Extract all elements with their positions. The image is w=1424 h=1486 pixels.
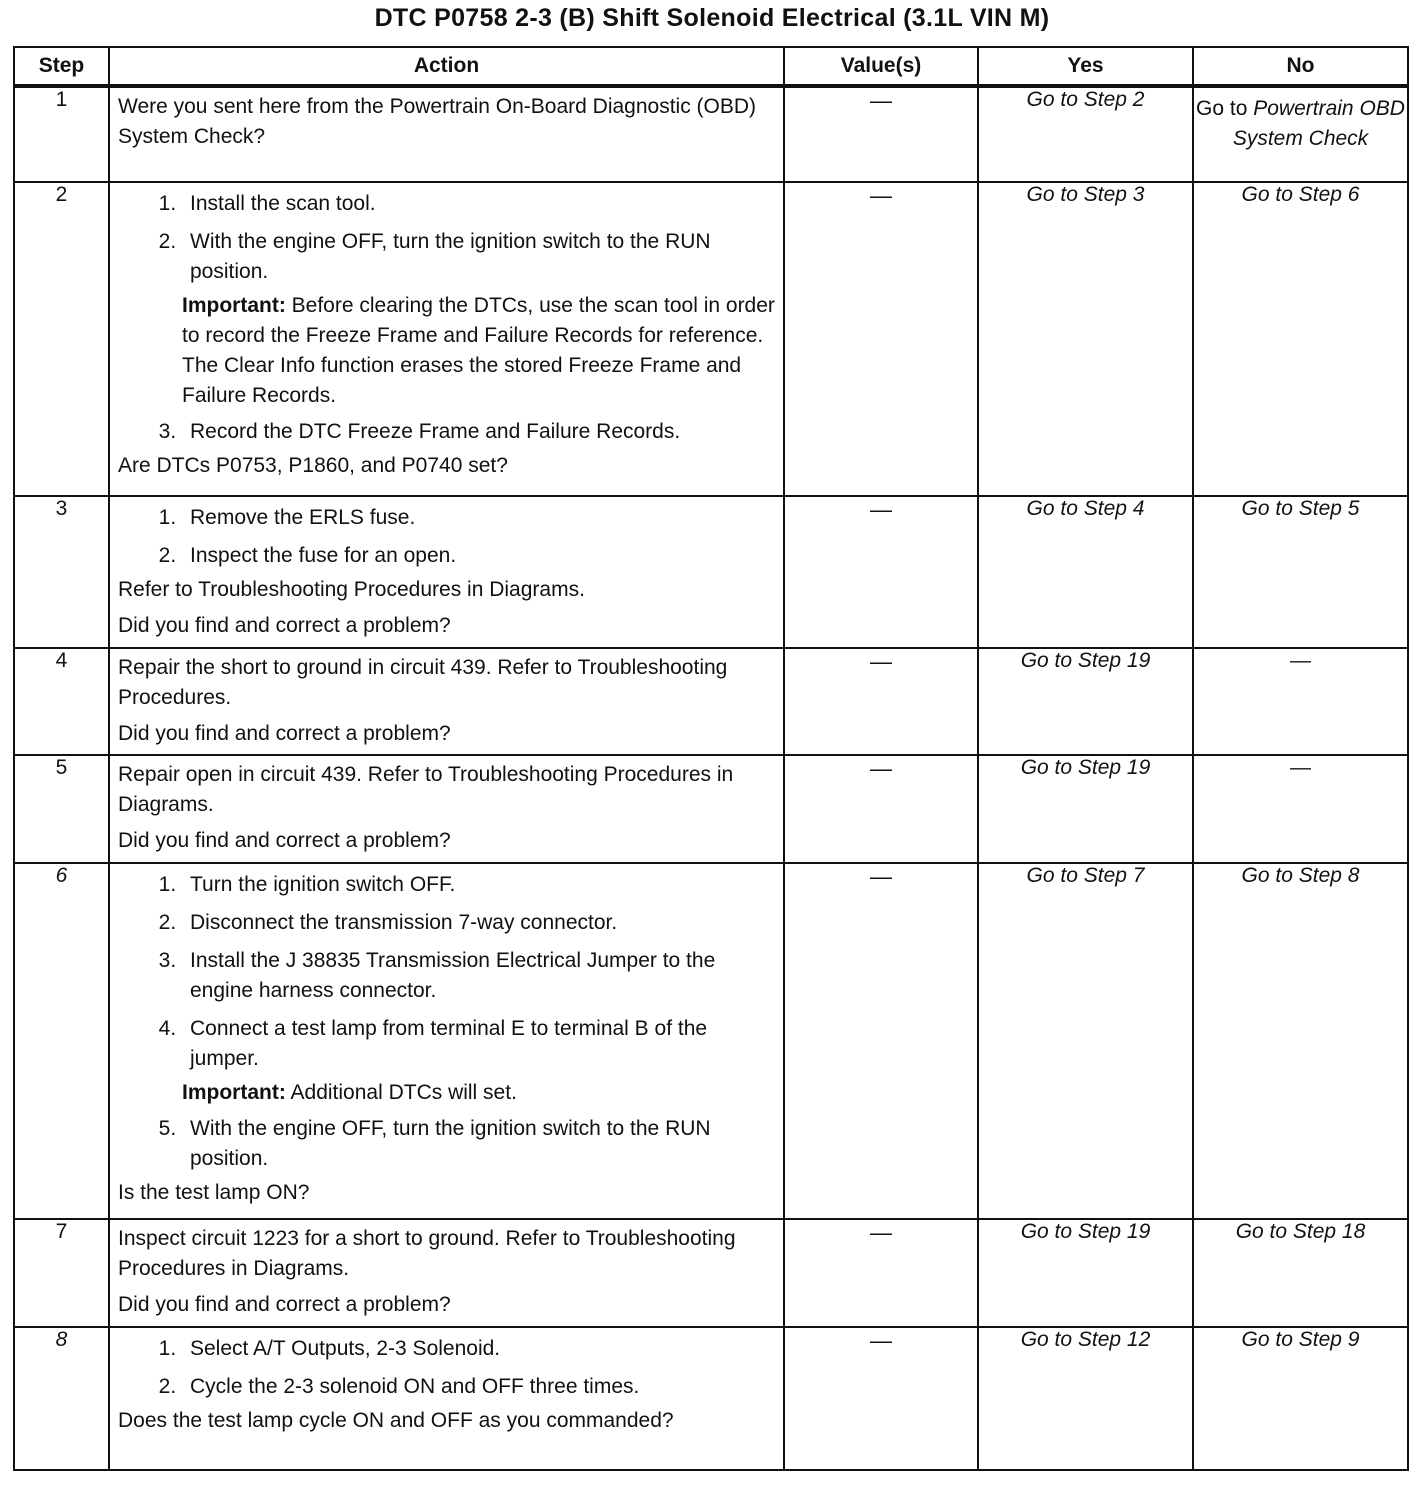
- action-item: 3. Record the DTC Freeze Frame and Failure Records.: [182, 417, 777, 447]
- action-text: Repair open in circuit 439. Refer to Troubleshooting Procedures in Diagrams.: [118, 763, 734, 816]
- header-row: [14, 47, 1408, 86]
- action-question: Are DTCs P0753, P1860, and P0740 set?: [118, 454, 508, 477]
- action-question: Did you find and correct a problem?: [118, 829, 451, 852]
- value-cell: —: [784, 1327, 978, 1470]
- step-number: 4: [14, 648, 109, 755]
- yes-cell: Go to Step 19: [978, 1219, 1193, 1327]
- table-row: [14, 1219, 1408, 1327]
- value-cell: —: [784, 182, 978, 496]
- value-cell: —: [784, 86, 978, 182]
- step-number: 5: [14, 755, 109, 863]
- step-number: 7: [14, 1219, 109, 1327]
- action-question: Does the test lamp cycle ON and OFF as you commanded?: [118, 1409, 674, 1432]
- table-row: [14, 648, 1408, 755]
- note-text: Additional DTCs will set.: [285, 1081, 517, 1104]
- step-number: 2: [14, 182, 109, 496]
- yes-cell: Go to Step 19: [978, 755, 1193, 863]
- yes-cell: Go to Step 7: [978, 863, 1193, 1219]
- action-item: 5. With the engine OFF, turn the ignition switch to the RUN position.: [182, 1114, 777, 1174]
- no-cell: Go to Step 9: [1193, 1327, 1408, 1470]
- no-cell: —: [1193, 755, 1408, 863]
- note-text: Before clearing the DTCs, use the scan tool in order to record the Freeze Frame and Failure Records for reference. The Clear Info function erases the stored Freeze Frame and Failure Records.: [182, 294, 775, 407]
- header-action: Action: [109, 47, 784, 86]
- important-note: [182, 291, 777, 411]
- value-cell: —: [784, 648, 978, 755]
- diagnostic-table: [13, 46, 1409, 1471]
- action-question: Did you find and correct a problem?: [118, 1293, 451, 1316]
- action-item: 1. Select A/T Outputs, 2-3 Solenoid.: [182, 1334, 777, 1364]
- action-item: 4. Connect a test lamp from terminal E to terminal B of the jumper.: [182, 1014, 777, 1074]
- action-question: Is the test lamp ON?: [118, 1181, 310, 1204]
- action-text: Were you sent here from the Powertrain On-Board Diagnostic (OBD) System Check?: [118, 95, 757, 148]
- yes-cell: Go to Step 12: [978, 1327, 1193, 1470]
- no-prefix: Go to: [1196, 97, 1254, 120]
- no-link: Powertrain OBD System Check: [1232, 97, 1405, 150]
- step-number: 8: [14, 1327, 109, 1470]
- action-item: 2. Disconnect the transmission 7-way connector.: [182, 908, 777, 938]
- table-row: [14, 1327, 1408, 1470]
- no-cell: Go to Step 5: [1193, 496, 1408, 648]
- action-item: 2. Cycle the 2-3 solenoid ON and OFF three times.: [182, 1372, 777, 1402]
- action-cell: [109, 496, 784, 648]
- value-cell: —: [784, 496, 978, 648]
- yes-cell: Go to Step 2: [978, 86, 1193, 182]
- header-yes: Yes: [978, 47, 1193, 86]
- no-cell: Go to Step 6: [1193, 182, 1408, 496]
- action-cell: [109, 755, 784, 863]
- step-number: 1: [14, 86, 109, 182]
- note-label: Important:: [182, 1081, 286, 1104]
- table-row: [14, 182, 1408, 496]
- action-cell: [109, 86, 784, 182]
- header-no: No: [1193, 47, 1408, 86]
- action-item: 1. Turn the ignition switch OFF.: [182, 870, 777, 900]
- no-cell: Go to Step 18: [1193, 1219, 1408, 1327]
- no-cell: [1193, 86, 1408, 182]
- page-title: DTC P0758 2-3 (B) Shift Solenoid Electrical (3.1L VIN M): [374, 4, 1050, 32]
- action-text: Repair the short to ground in circuit 439. Refer to Troubleshooting Procedures.: [118, 656, 728, 709]
- step-number: 6: [14, 863, 109, 1219]
- action-cell: [109, 1327, 784, 1470]
- action-text: Inspect circuit 1223 for a short to ground. Refer to Troubleshooting Procedures in Diagrams.: [118, 1227, 736, 1280]
- action-cell: [109, 648, 784, 755]
- table-row: [14, 86, 1408, 182]
- table-row: [14, 496, 1408, 648]
- action-question: Did you find and correct a problem?: [118, 614, 451, 637]
- action-cell: [109, 863, 784, 1219]
- action-item: 1. Install the scan tool.: [182, 189, 777, 219]
- important-note: [182, 1078, 777, 1108]
- table-row: [14, 863, 1408, 1219]
- value-cell: —: [784, 863, 978, 1219]
- action-item: 2. Inspect the fuse for an open.: [182, 541, 777, 571]
- header-step: Step: [14, 47, 109, 86]
- header-values: Value(s): [784, 47, 978, 86]
- no-cell: Go to Step 8: [1193, 863, 1408, 1219]
- action-question: Did you find and correct a problem?: [118, 722, 451, 745]
- action-item: 3. Install the J 38835 Transmission Electrical Jumper to the engine harness connector.: [182, 946, 777, 1006]
- table-row: [14, 755, 1408, 863]
- note-label: Important:: [182, 294, 286, 317]
- action-cell: [109, 1219, 784, 1327]
- action-cell: [109, 182, 784, 496]
- action-item: 2. With the engine OFF, turn the ignition switch to the RUN position.: [182, 227, 777, 287]
- value-cell: —: [784, 1219, 978, 1327]
- yes-cell: Go to Step 3: [978, 182, 1193, 496]
- action-refer: Refer to Troubleshooting Procedures in Diagrams.: [118, 578, 585, 601]
- value-cell: —: [784, 755, 978, 863]
- action-item: 1. Remove the ERLS fuse.: [182, 503, 777, 533]
- yes-cell: Go to Step 19: [978, 648, 1193, 755]
- no-cell: —: [1193, 648, 1408, 755]
- yes-cell: Go to Step 4: [978, 496, 1193, 648]
- step-number: 3: [14, 496, 109, 648]
